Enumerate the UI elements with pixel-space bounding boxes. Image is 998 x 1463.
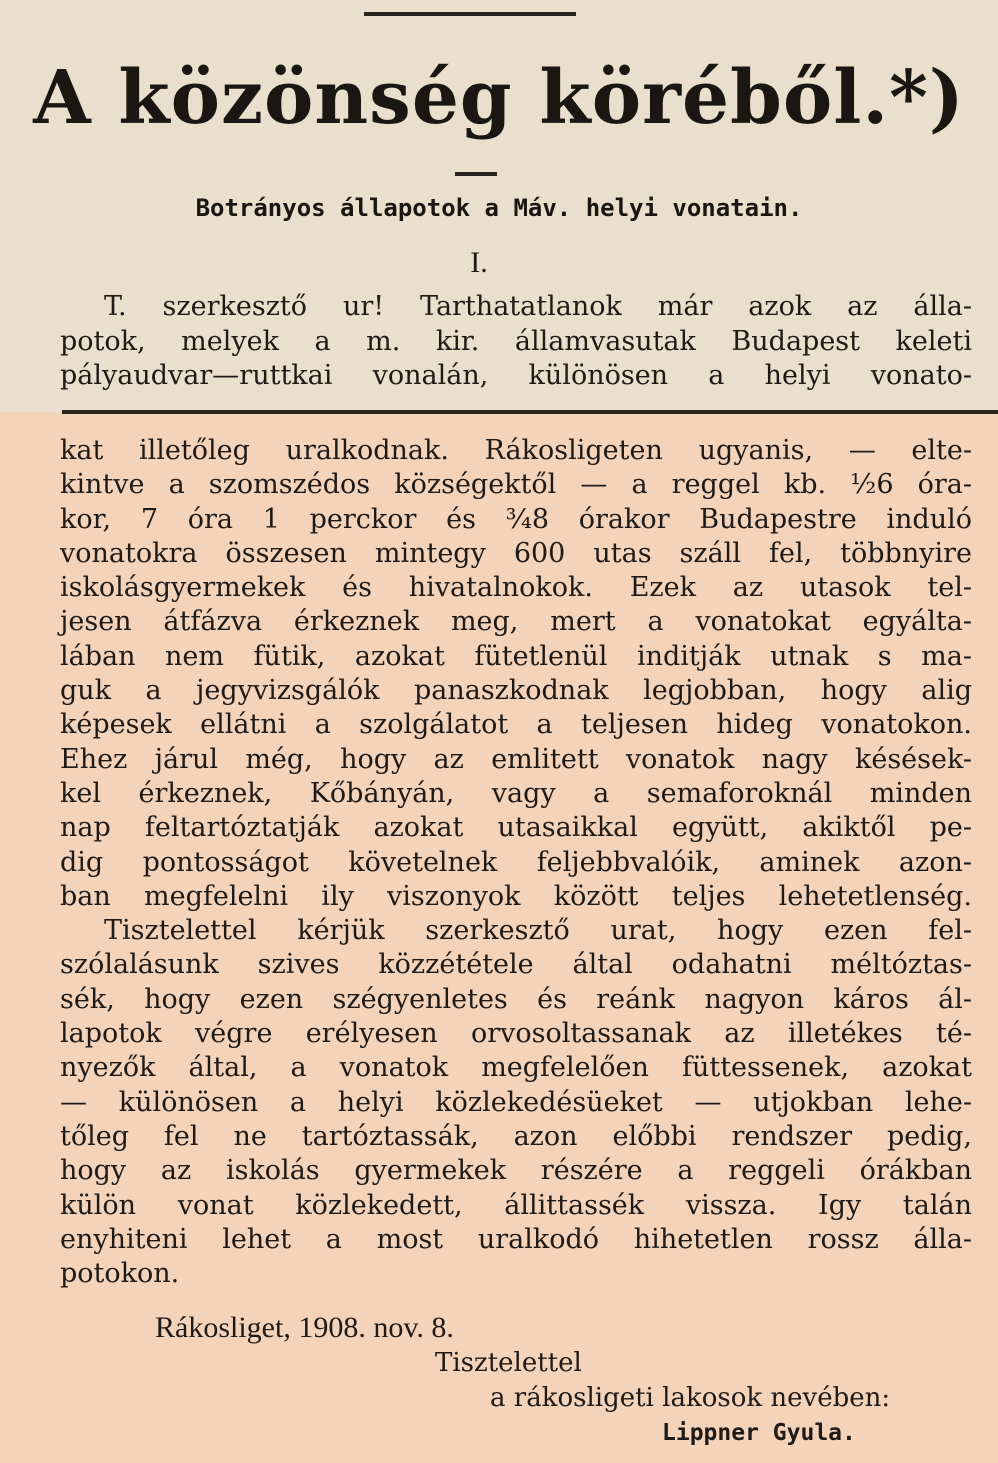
text-line: sék, hogy ezen szégyenletes és reánk nagyon káros ál- (60, 983, 972, 1015)
text-line: vonatokra összesen mintegy 600 utas száll fel, többnyire (60, 537, 972, 569)
letter-lower-paragraph (60, 434, 972, 1291)
text-line: T. szerkesztő ur! Tarthatatlanok már azok az álla- (104, 291, 972, 322)
text-line: lapotok végre erélyesen orvosoltassanak az illetékes té- (60, 1018, 972, 1050)
on-behalf-line: a rákosligeti lakosok nevében: (490, 1383, 891, 1413)
closing-salutation: Tisztelettel (435, 1348, 582, 1378)
text-line: lában nem fütik, azokat fütetlenül inditják utnak s ma- (60, 640, 972, 672)
text-line: potokon. (60, 1258, 180, 1290)
signature: Lippner Gyula. (662, 1420, 856, 1446)
text-line: nap feltartóztatják azokat utasaikkal együtt, akiktől pe- (60, 812, 972, 844)
text-line: dig pontosságot követelnek feljebbvalóik, aminek azon- (60, 846, 972, 878)
text-line: tőleg fel ne tartóztassák, azon előbbi rendszer pedig, (60, 1120, 972, 1152)
text-line: kat illetőleg uralkodnak. Rákosligeten ugyanis, — elte- (60, 435, 972, 466)
text-line: guk a jegyvizsgálók panaszkodnak legjobban, hogy alig (60, 675, 972, 707)
place-date: Rákosliget, 1908. nov. 8. (155, 1311, 454, 1344)
text-line: kintve a szomszédos községektől — a reggel kb. ½6 óra- (60, 469, 972, 501)
top-rule (364, 12, 576, 16)
text-line: külön vonat közlekedett, állittassék vissza. Igy talán (60, 1189, 972, 1221)
article-title: A közönség köréből.*) (33, 55, 965, 141)
text-line: — különösen a helyi közlekedésüeket — utjokban lehe- (60, 1086, 972, 1118)
text-line: Tisztelettel kérjük szerkesztő urat, hogy ezen fel- (104, 915, 972, 947)
text-line: enyhiteni lehet a most uralkodó hihetetlen rossz álla- (60, 1223, 972, 1255)
text-line: kor, 7 óra 1 perckor és ¾8 órakor Budapestre induló (60, 503, 972, 535)
text-line: szólalásunk szives közzététele által odahatni méltóztas- (60, 949, 972, 981)
text-line: potok, melyek a m. kir. államvasutak Budapest keleti (60, 325, 972, 357)
text-line: jesen átfázva érkeznek meg, mert a vonatokat egyálta- (60, 606, 972, 638)
text-line: nyezők által, a vonatok megfelelően füttessenek, azokat (60, 1052, 972, 1084)
text-line: kel érkeznek, Kőbányán, vagy a semaforoknál minden (60, 777, 972, 809)
clipping-divider (62, 410, 998, 414)
title-dash (455, 172, 497, 176)
text-line: ban megfelelni ily viszonyok között teljes lehetetlenség. (60, 880, 972, 912)
article-subtitle: Botrányos állapotok a Máv. helyi vonatain. (195, 194, 803, 222)
text-line: hogy az iskolás gyermekek részére a reggeli órákban (60, 1155, 972, 1187)
text-line: pályaudvar—ruttkai vonalán, különösen a helyi vonato- (60, 360, 972, 391)
text-line: képesek ellátni a szolgálatot a teljesen hideg vonatokon. (60, 709, 972, 741)
text-line: Ehez járul még, hogy az emlitett vonatok nagy késések- (60, 743, 972, 775)
text-line: iskolásgyermekek és hivatalnokok. Ezek az utasok tel- (60, 572, 972, 604)
section-numeral: I. (470, 246, 488, 279)
letter-upper-paragraph (60, 290, 972, 394)
